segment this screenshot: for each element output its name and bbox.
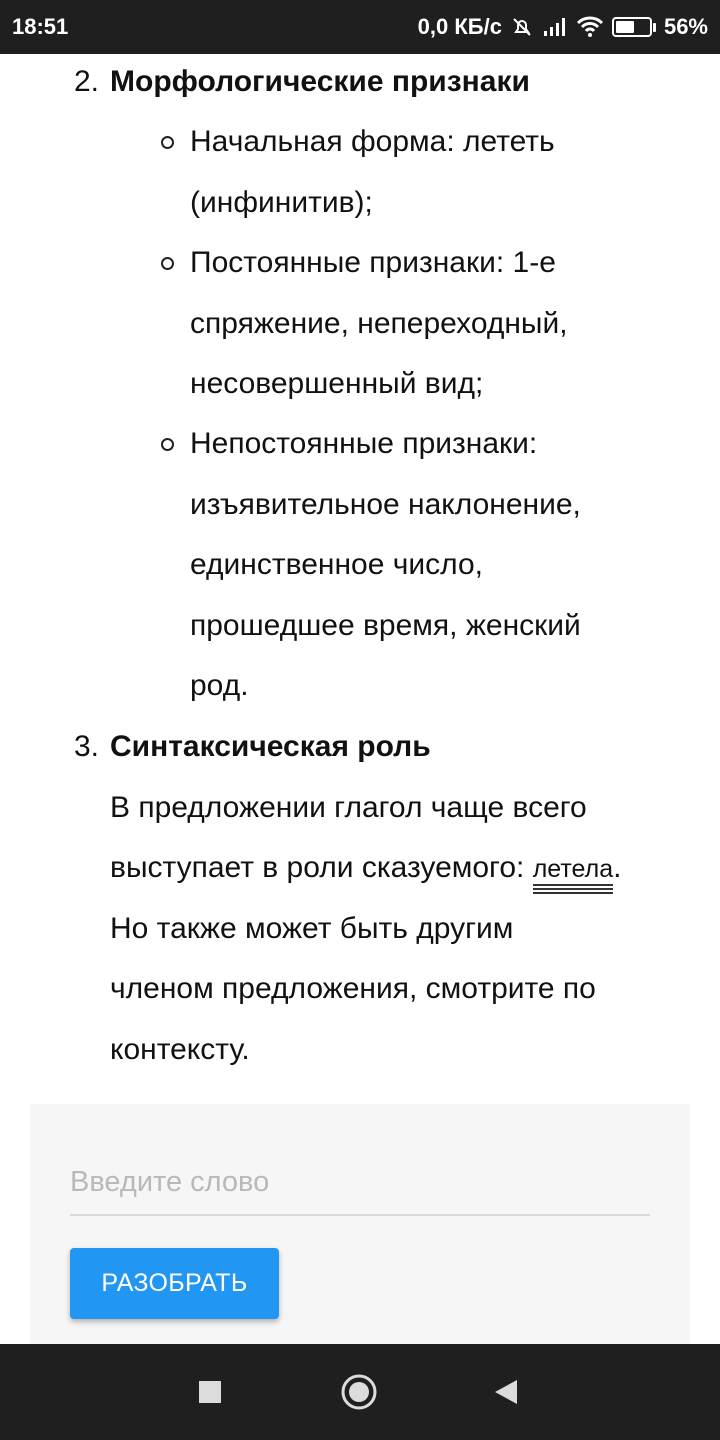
recents-square-icon[interactable] [184, 1366, 236, 1418]
network-speed: 0,0 КБ/с [417, 14, 502, 39]
text-line: Но также может быть другим [110, 911, 514, 945]
mute-icon [510, 15, 534, 39]
text-line: Непостоянные признаки: [190, 427, 538, 460]
text-line: несовершенный вид; [190, 367, 484, 400]
bullet-circle-icon [161, 136, 174, 149]
text-line: В предложении глагол чаще всего [110, 790, 587, 824]
parse-button[interactable]: РАЗОБРАТЬ [70, 1248, 279, 1319]
text-line: Начальная форма: лететь [190, 125, 555, 158]
bullet-circle-icon [161, 257, 174, 270]
list-number: 3. [74, 730, 100, 763]
system-nav-bar [0, 1344, 720, 1440]
text-line: (инфинитив); [190, 185, 373, 219]
text-line: прошедшее время, женский [190, 608, 581, 642]
signal-icon [542, 16, 568, 38]
wifi-icon [576, 16, 604, 38]
battery-icon [612, 17, 656, 37]
section-heading: Синтаксическая роль [110, 730, 431, 763]
status-time: 18:51 [12, 14, 69, 39]
text-line [110, 838, 700, 899]
text-fragment: . [613, 851, 622, 884]
text-line: спряжение, непереходный, [190, 306, 568, 340]
predicate-word-underlined: летела [532, 855, 614, 883]
word-form-card [30, 1104, 690, 1344]
text-line: род. [190, 669, 249, 702]
bullet-circle-icon [161, 438, 174, 451]
text-line: Постоянные признаки: 1-е [190, 246, 556, 279]
text-line: изъявительное наклонение, [190, 487, 581, 521]
home-circle-icon[interactable] [333, 1366, 385, 1418]
status-bar [0, 0, 720, 54]
word-input[interactable] [70, 1150, 650, 1216]
section-heading: Морфологические признаки [110, 65, 530, 98]
text-fragment: выступает в роли сказуемого: [110, 851, 533, 884]
text-line: контексту. [110, 1032, 250, 1066]
back-triangle-icon[interactable] [480, 1366, 532, 1418]
status-right-group [418, 14, 708, 40]
text-line: членом предложения, смотрите по [110, 972, 596, 1005]
text-line: единственное число, [190, 548, 483, 581]
battery-percent: 56% [663, 14, 708, 39]
list-number: 2. [74, 65, 100, 98]
